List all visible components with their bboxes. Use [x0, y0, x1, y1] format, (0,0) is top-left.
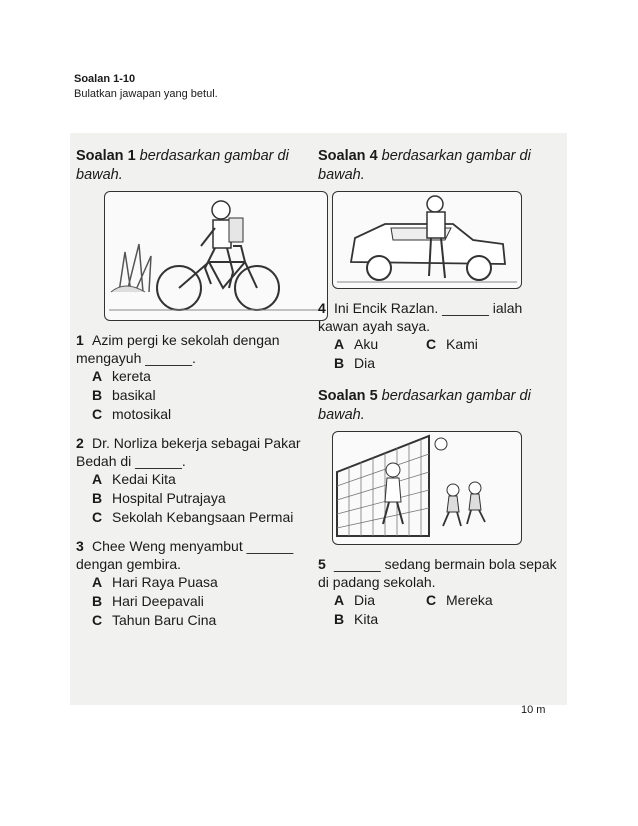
option-letter: C — [426, 592, 437, 608]
right-column — [318, 147, 563, 629]
option-text: Hari Deepavali — [112, 593, 204, 609]
options-4-row-1 — [318, 335, 563, 354]
option-letter: A — [92, 368, 103, 384]
question-4 — [318, 299, 563, 335]
option-5a[interactable] — [334, 591, 426, 610]
question-stem: Azim pergi ke sekolah dengan mengayuh ______. — [76, 332, 280, 366]
option-text: Kita — [354, 611, 379, 627]
section-1-heading — [76, 147, 314, 185]
section-4-text: berdasarkan gambar di bawah. — [318, 148, 531, 183]
option-letter: A — [334, 592, 345, 608]
question-number: 3 — [76, 538, 84, 554]
option-text: Sekolah Kebangsaan Permai — [112, 509, 294, 525]
option-letter: B — [92, 387, 103, 403]
option-text: Mereka — [446, 592, 493, 608]
question-number: 1 — [76, 332, 84, 348]
football-picture — [332, 431, 522, 545]
option-5b[interactable] — [318, 610, 563, 629]
option-text: Tahun Baru Cina — [112, 612, 217, 628]
option-letter: A — [92, 471, 103, 487]
question-3 — [76, 537, 314, 573]
option-3a[interactable] — [76, 573, 314, 592]
option-text: Dia — [354, 592, 376, 608]
option-4b[interactable] — [318, 354, 563, 373]
left-column — [76, 147, 314, 630]
option-2b[interactable] — [76, 489, 314, 508]
question-2 — [76, 434, 314, 470]
question-number: 2 — [76, 435, 84, 451]
scanned-worksheet — [70, 133, 567, 705]
question-stem: ______ sedang bermain bola sepak di padang sekolah. — [318, 556, 557, 590]
option-letter: A — [92, 574, 103, 590]
option-2a[interactable] — [76, 470, 314, 489]
page-title: Soalan 1-10 — [74, 73, 136, 85]
option-3b[interactable] — [76, 592, 314, 611]
option-letter: B — [334, 355, 345, 371]
marks-label: 10 m — [521, 704, 546, 716]
option-letter: B — [92, 490, 103, 506]
option-2c[interactable] — [76, 508, 314, 527]
option-letter: B — [334, 611, 345, 627]
question-stem: Chee Weng menyambut ______ dengan gembira. — [76, 538, 294, 572]
option-text: kereta — [112, 368, 151, 384]
section-5-heading — [318, 387, 563, 425]
option-letter: C — [92, 509, 103, 525]
section-1-text: berdasarkan gambar di bawah. — [76, 148, 289, 183]
option-letter: C — [426, 336, 437, 352]
option-letter: B — [92, 593, 103, 609]
question-number: 4 — [318, 300, 326, 316]
car-picture — [332, 191, 522, 289]
option-1c[interactable] — [76, 405, 314, 424]
option-3c[interactable] — [76, 611, 314, 630]
option-text: Aku — [354, 336, 379, 352]
question-5 — [318, 555, 563, 591]
option-text: Kedai Kita — [112, 471, 176, 487]
option-4c[interactable] — [426, 335, 518, 354]
section-1-number: Soalan 1 — [76, 148, 136, 164]
option-5c[interactable] — [426, 591, 518, 610]
question-number: 5 — [318, 556, 326, 572]
question-stem: Ini Encik Razlan. ______ ialah kawan ayah saya. — [318, 300, 523, 334]
option-1b[interactable] — [76, 386, 314, 405]
section-5-text: berdasarkan gambar di bawah. — [318, 388, 531, 423]
option-letter: A — [334, 336, 345, 352]
instruction-text: Bulatkan jawapan yang betul. — [74, 88, 218, 100]
option-letter: C — [92, 612, 103, 628]
bicycle-picture — [104, 191, 328, 321]
option-1a[interactable] — [76, 367, 314, 386]
options-5-row-1 — [318, 591, 563, 610]
section-4-heading — [318, 147, 563, 185]
option-letter: C — [92, 406, 103, 422]
section-4-number: Soalan 4 — [318, 148, 378, 164]
option-text: motosikal — [112, 406, 172, 422]
option-text: Hospital Putrajaya — [112, 490, 226, 506]
section-5-number: Soalan 5 — [318, 388, 378, 404]
option-text: Kami — [446, 336, 478, 352]
option-text: Dia — [354, 355, 376, 371]
question-stem: Dr. Norliza bekerja sebagai Pakar Bedah di ______. — [76, 435, 301, 469]
question-1 — [76, 331, 314, 367]
option-4a[interactable] — [334, 335, 426, 354]
option-text: basikal — [112, 387, 156, 403]
option-text: Hari Raya Puasa — [112, 574, 218, 590]
